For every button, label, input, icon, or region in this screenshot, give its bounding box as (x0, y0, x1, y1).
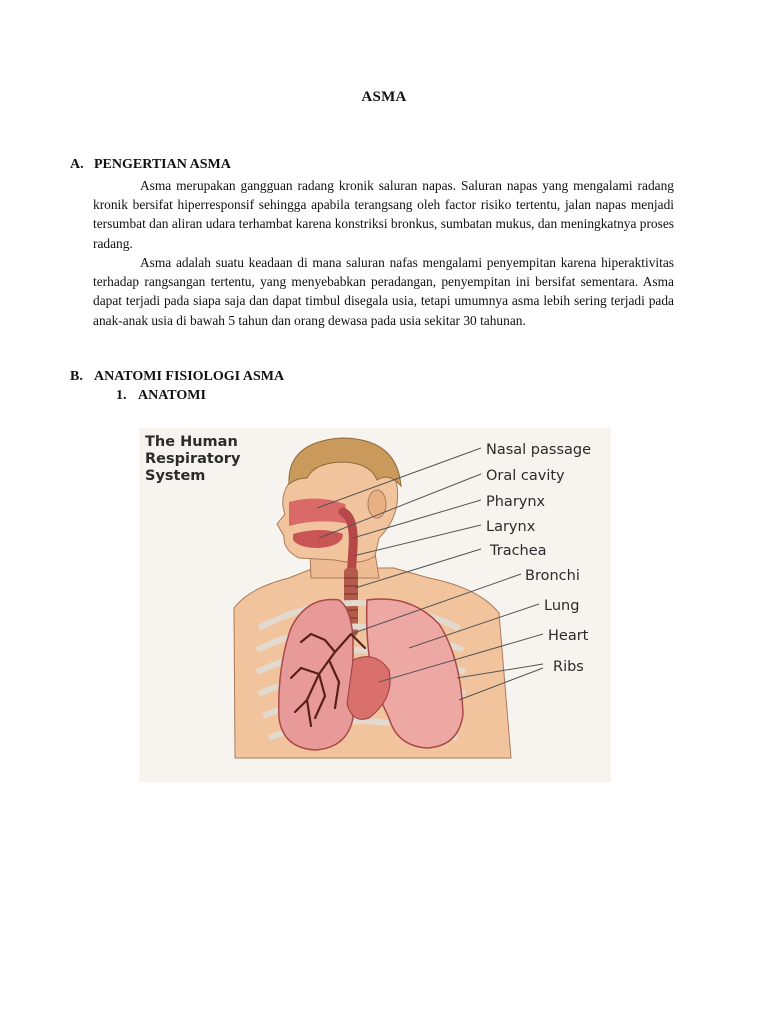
label-lung: Lung (544, 598, 580, 614)
label-trachea: Trachea (490, 543, 547, 559)
section-a-number: A. (70, 157, 84, 172)
subsection-1-title: ANATOMI (138, 388, 206, 403)
respiratory-system-illustration (139, 428, 611, 782)
section-a-heading (70, 157, 231, 173)
label-nasal-passage: Nasal passage (486, 442, 592, 458)
document-title: ASMA (361, 89, 407, 105)
section-a-paragraph-1: Asma merupakan gangguan radang kronik saluran napas. Saluran napas yang mengalami radang kronik bersifat hiperresponsif sehingga apabila terangsang oleh factor risiko tertentu, jalan napas menjadi tersumbat dan aliran udara terhambat karena konstriksi bronkus, sumbatan mukus, dan meningkatnya proses radang. (93, 178, 674, 251)
section-b-heading (70, 369, 284, 385)
figure-title-line-1: The Human (145, 434, 238, 450)
section-b-number: B. (70, 369, 83, 384)
figure-title-line-3: System (145, 468, 206, 484)
label-oral-cavity: Oral cavity (486, 468, 565, 484)
label-bronchi: Bronchi (525, 568, 580, 584)
figure-title-line-2: Respiratory (145, 451, 241, 467)
section-b-title: ANATOMI FISIOLOGI ASMA (94, 369, 285, 384)
section-a-title: PENGERTIAN ASMA (94, 157, 231, 172)
label-ribs: Ribs (553, 659, 584, 675)
label-heart: Heart (548, 628, 589, 644)
section-a-paragraph-2: Asma adalah suatu keadaan di mana saluran nafas mengalami penyempitan karena hiperaktivitas terhadap rangsangan tertentu, yang menyebabkan peradangan, penyempitan ini bersifat sementara. Asma dapat terjadi pada siapa saja dan dapat timbul disegala usia, tetapi umumnya asma lebih sering terjadi pada anak-anak usia di bawah 5 tahun dan orang dewasa pada usia sekitar 30 tahunan. (93, 255, 674, 328)
respiratory-system-figure (139, 428, 611, 782)
subsection-1-number: 1. (116, 388, 127, 403)
label-pharynx: Pharynx (486, 494, 546, 510)
ear-shape (368, 490, 386, 518)
subsection-1-heading (116, 388, 206, 404)
label-larynx: Larynx (486, 519, 536, 535)
